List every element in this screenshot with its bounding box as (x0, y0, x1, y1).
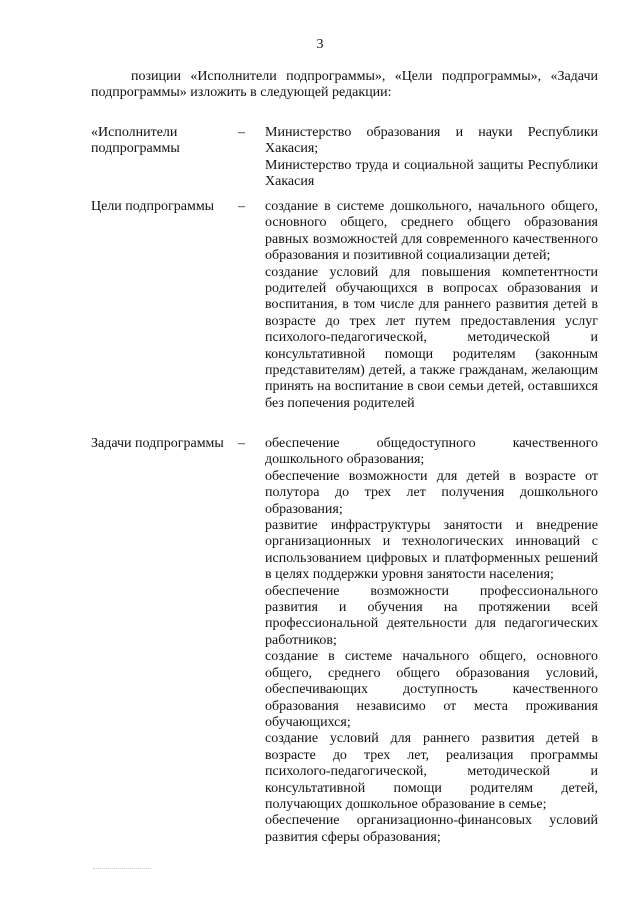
task-item: обеспечение общедоступного качественного дошкольного образования; (265, 436, 598, 468)
executors-content (265, 125, 598, 191)
task-item: создание в системе начального общего, основного общего, среднего общего образования условий, обеспечивающих доступность качественного образования независимо от места проживания обучающихся; (265, 649, 598, 730)
executors-label: «Исполнители подпрограммы (91, 125, 180, 157)
goals-dash: – (238, 199, 245, 214)
executors-dash: – (238, 125, 245, 140)
goals-label: Цели подпрограммы (91, 199, 215, 214)
task-item: обеспечение организационно-финансовых условий развития сферы образования; (265, 813, 598, 845)
task-item: развитие инфраструктуры занятости и внедрение организационных и технологических инноваций с использованием цифровых и платформенных решений в целях поддержки уровня занятости населения; (265, 518, 598, 583)
page-number: 3 (316, 37, 324, 52)
task-item: обеспечение возможности для детей в возрасте от полутора до трех лет получения дошкольного образования; (265, 468, 598, 517)
task-item: создание условий для раннего развития детей в возрасте до трех лет, реализация программы психолого-педагогической, методической и консультативной помощи родителям детей, получающих дошкольное образование в семье; (265, 731, 598, 812)
executor-item: Министерство образования и науки Республики Хакасия; (265, 125, 598, 157)
goal-item: создание в системе дошкольного, начального общего, основного общего, среднего общего образования равных возможностей для современного качественного образования и позитивной социализации детей; (265, 199, 598, 264)
goals-content (265, 199, 598, 412)
scan-artifact (93, 868, 151, 870)
tasks-label: Задачи подпрограммы (91, 436, 224, 451)
executor-item: Министерство труда и социальной защиты Республики Хакасия (265, 157, 598, 190)
tasks-content (265, 436, 598, 846)
intro-paragraph: позиции «Исполнители подпрограммы», «Цели подпрограммы», «Задачи подпрограммы» изложить в следующей редакции: (91, 69, 598, 101)
tasks-dash: – (238, 436, 245, 451)
task-item: обеспечение возможности профессионального развития и обучения на протяжении всей профессиональной деятельности для педагогических работников; (265, 583, 598, 648)
goal-item: создание условий для повышения компетентности родителей обучающихся в вопросах образования и воспитания, в том числе для раннего развития детей в возрасте до трех лет путем предоставления услуг психолого-педагогической, методической и консультативной помощи родителям (законным представителям) детей, а также гражданам, желающим принять на воспитание в свои семьи детей, оставшихся без попечения родителей (265, 264, 598, 411)
